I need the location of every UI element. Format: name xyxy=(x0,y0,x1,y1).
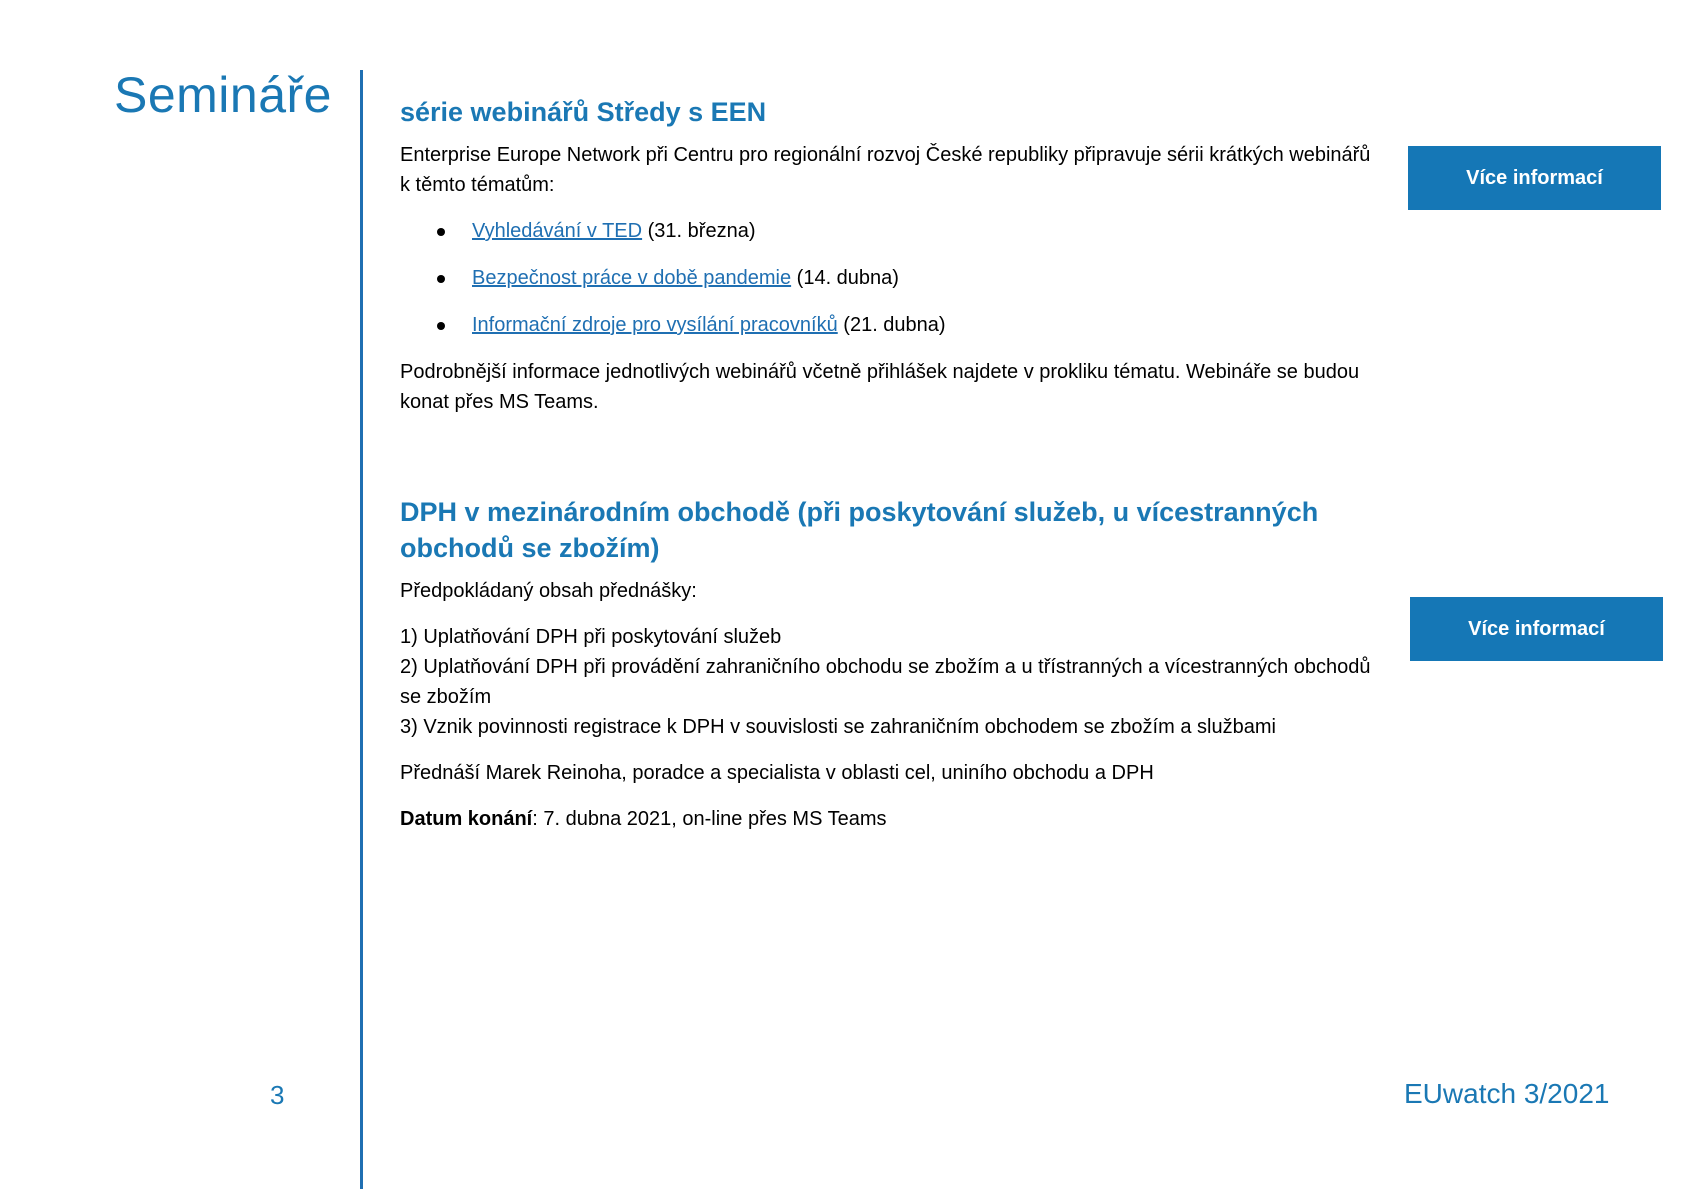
vertical-divider xyxy=(360,70,363,1189)
article-intro: Předpokládaný obsah přednášky: xyxy=(400,580,697,602)
list-item: 3) Vznik povinnosti registrace k DPH v souvislosti se zahraničním obchodem se zbožím a službami xyxy=(400,716,1276,738)
bullet-icon xyxy=(437,228,445,236)
bullet-icon xyxy=(437,275,445,283)
topic-date: (14. dubna) xyxy=(791,267,899,289)
topic-link-sources[interactable]: Informační zdroje pro vysílání pracovníků xyxy=(472,314,838,336)
list-item: 2) Uplatňování DPH při provádění zahraničního obchodu se zbožím a u třístranných a vícestranných obchodů se zbožím xyxy=(400,656,1371,708)
topic-link-safety[interactable]: Bezpečnost práce v době pandemie xyxy=(472,267,792,289)
list-item xyxy=(472,310,1380,340)
more-info-button[interactable]: Více informací xyxy=(1410,597,1663,661)
article-webinars xyxy=(400,94,1380,433)
article-intro: Enterprise Europe Network při Centru pro regionální rozvoj České republiky připravuje sérii krátkých webinářů k těmto tématům: xyxy=(400,144,1371,196)
date-value: : 7. dubna 2021, on-line přes MS Teams xyxy=(532,808,887,830)
section-title: Semináře xyxy=(114,67,332,123)
topic-link-ted[interactable]: Vyhledávání v TED xyxy=(472,220,643,242)
lecture-points xyxy=(400,622,1380,742)
more-info-button[interactable]: Více informací xyxy=(1408,146,1661,210)
list-item xyxy=(472,263,1380,293)
list-item xyxy=(472,216,1380,246)
topic-list xyxy=(400,216,1380,340)
footer-brand: EUwatch 3/2021 xyxy=(1404,1078,1610,1109)
bullet-icon xyxy=(437,322,445,330)
topic-date: (31. března) xyxy=(642,220,756,242)
date-label: Datum konání xyxy=(400,808,533,830)
article-vat xyxy=(400,494,1380,850)
page-number: 3 xyxy=(270,1080,285,1110)
article-title: série webinářů Středy s EEN xyxy=(400,97,767,127)
event-date xyxy=(400,804,1380,834)
article-title: DPH v mezinárodním obchodě (při poskytování služeb, u vícestranných obchodů se zbožím) xyxy=(400,497,1319,563)
lecturer-text: Přednáší Marek Reinoha, poradce a specialista v oblasti cel, uniního obchodu a DPH xyxy=(400,762,1154,784)
list-item: 1) Uplatňování DPH při poskytování služeb xyxy=(400,626,782,648)
article-outro: Podrobnější informace jednotlivých webinářů včetně přihlášek najdete v prokliku tématu. Webináře se budou konat přes MS Teams. xyxy=(400,361,1360,413)
topic-date: (21. dubna) xyxy=(837,314,946,336)
